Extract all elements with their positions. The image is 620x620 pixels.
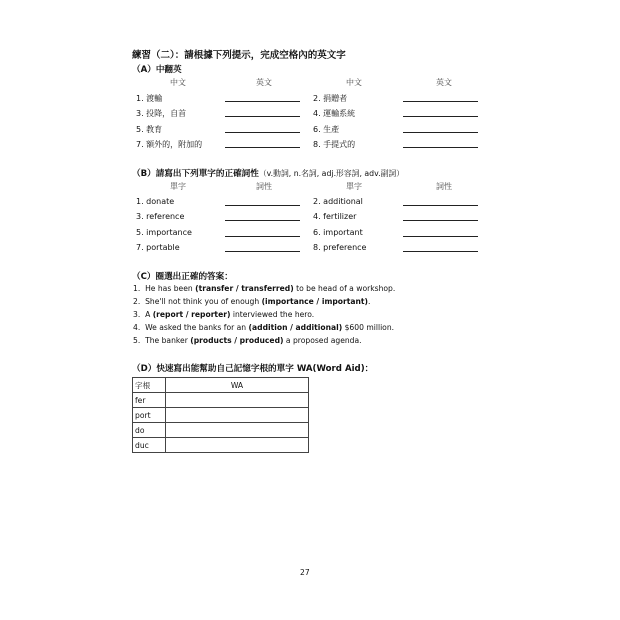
answer-blank[interactable] [225,205,300,206]
answer-choice[interactable]: (importance / important) [261,297,369,306]
section-a-col-english-left: 英文 [256,78,272,87]
root-cell: do [133,423,166,438]
answer-blank[interactable] [403,251,478,252]
section-a-item-4: 4. 運輸系統 [313,109,356,118]
sentence-text: The banker [145,336,191,345]
section-a-item-8: 8. 手提式的 [313,140,356,149]
sentence-number: 3. [133,310,141,319]
sentence-2 [133,297,370,306]
section-b-item-8: 8. preference [313,243,367,252]
answer-blank[interactable] [225,220,300,221]
sentence-number: 4. [133,323,141,332]
answer-choice[interactable]: (products / produced) [190,336,284,345]
answer-blank[interactable] [225,236,300,237]
sentence-3 [133,310,314,319]
answer-blank[interactable] [403,236,478,237]
section-a-item-7: 7. 額外的，附加的 [136,140,203,149]
section-a-item-3: 3. 投降，自首 [136,109,187,118]
section-d-heading: （D）快速寫出能幫助自己記憶字根的單字 WA(Word Aid)： [132,364,374,374]
root-cell: fer [133,393,166,408]
wa-answer-cell[interactable] [166,408,309,423]
section-b-item-5: 5. importance [136,228,192,237]
table-row [133,393,309,408]
section-a-col-english-right: 英文 [436,78,452,87]
section-b-heading [132,167,404,179]
sentence-number: 1. [133,284,141,293]
sentence-4 [133,323,394,332]
answer-blank[interactable] [225,101,300,102]
section-a-col-chinese-right: 中文 [346,78,362,87]
table-row [133,423,309,438]
word-aid-table [132,377,309,453]
sentence-text: $600 million. [342,323,395,332]
section-b-col-pos-right: 詞性 [436,182,452,191]
sentence-text: . [368,297,371,306]
answer-blank[interactable] [225,251,300,252]
section-b-item-1: 1. donate [136,197,175,206]
table-header-row [133,378,309,393]
section-b-hint: （v.動詞, n.名詞, adj.形容詞, adv.副詞） [258,169,405,178]
sentence-5 [133,336,362,345]
sentence-text: He has been [145,284,196,293]
table-row [133,408,309,423]
wa-answer-cell[interactable] [166,423,309,438]
table-header-root: 字根 [133,378,166,393]
section-b-col-pos-left: 詞性 [256,182,272,191]
answer-blank[interactable] [225,147,300,148]
section-b-item-3: 3. reference [136,212,185,221]
answer-blank[interactable] [403,205,478,206]
sentence-text: A [145,310,153,319]
sentence-text: She'll not think you of enough [145,297,262,306]
section-b-item-7: 7. portable [136,243,180,252]
section-a-item-2: 2. 捐贈者 [313,94,348,103]
section-b-col-word-right: 單字 [346,182,362,191]
section-a-heading: （A）中翻英 [132,65,182,75]
wa-answer-cell[interactable] [166,393,309,408]
answer-blank[interactable] [403,147,478,148]
answer-blank[interactable] [403,116,478,117]
answer-choice[interactable]: (addition / additional) [248,323,343,332]
answer-choice[interactable]: (transfer / transferred) [195,284,294,293]
section-b-col-word-left: 單字 [170,182,186,191]
section-a-item-5: 5. 教育 [136,125,163,134]
answer-choice[interactable]: (report / reporter) [152,310,231,319]
sentence-1 [133,284,395,293]
sentence-text: a proposed agenda. [283,336,362,345]
section-b-item-6: 6. important [313,228,363,237]
sentence-number: 5. [133,336,141,345]
section-b-item-2: 2. additional [313,197,363,206]
exercise-title: 練習（二）：請根據下列提示，完成空格內的英文字 [132,50,346,61]
answer-blank[interactable] [225,132,300,133]
root-cell: port [133,408,166,423]
answer-blank[interactable] [225,116,300,117]
sentence-number: 2. [133,297,141,306]
answer-blank[interactable] [403,101,478,102]
answer-blank[interactable] [403,220,478,221]
answer-blank[interactable] [403,132,478,133]
root-cell: duc [133,438,166,453]
section-a-item-1: 1. 渡輸 [136,94,163,103]
table-header-wa: WA [166,378,309,393]
table-row [133,438,309,453]
sentence-text: to be head of a workshop. [293,284,396,293]
sentence-text: interviewed the hero. [230,310,315,319]
sentence-text: We asked the banks for an [145,323,249,332]
section-a-col-chinese-left: 中文 [170,78,186,87]
page-number: 27 [300,568,310,577]
wa-answer-cell[interactable] [166,438,309,453]
section-a-item-6: 6. 生產 [313,125,340,134]
section-c-heading: （C）圈選出正確的答案： [132,272,233,282]
section-b-item-4: 4. fertilizer [313,212,357,221]
section-b-heading-text: （B）請寫出下列單字的正確詞性 [132,169,259,179]
